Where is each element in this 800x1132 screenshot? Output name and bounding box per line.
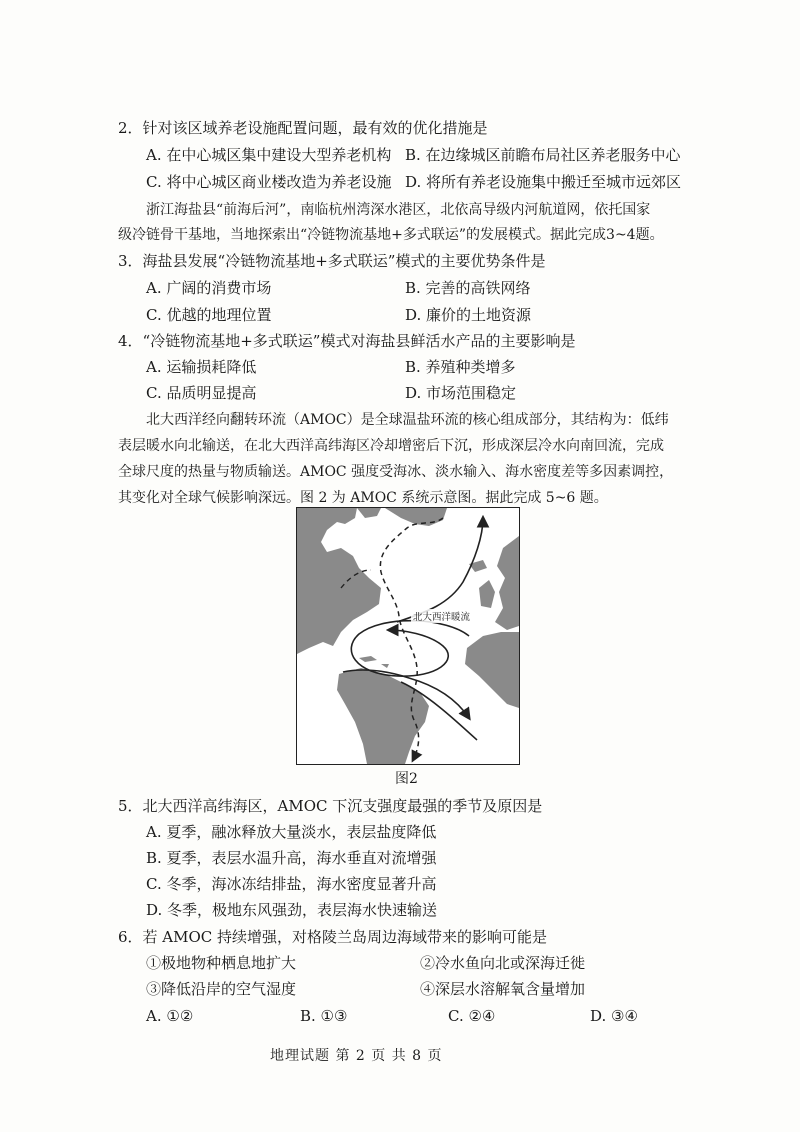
intro-5-6-line1: 北大西洋经向翻转环流（AMOC）是全球温盐环流的核心组成部分，其结构为：低纬 [146,412,669,428]
q4-option-d: D. 市场范围稳定 [405,384,517,402]
africa-land [465,632,519,708]
caribbean-island [359,656,377,662]
north-america-land [297,508,381,654]
q6-statement-3: ③降低沿岸的空气湿度 [146,980,297,998]
q3-option-c: C. 优越的地理位置 [146,306,272,324]
question-5-stem: 5．北大西洋高纬海区，AMOC 下沉支强度最强的季节及原因是 [118,797,543,815]
q3-option-a: A. 广阔的消费市场 [146,279,272,297]
page-footer: 地理试题 第 2 页 共 8 页 [270,1048,443,1064]
amoc-map-svg [297,508,519,764]
q4-option-a: A. 运输损耗降低 [146,358,257,376]
q2-option-a: A. 在中心城区集中建设大型养老机构 [146,146,392,164]
question-6-stem: 6．若 AMOC 持续增强，对格陵兰岛周边海域带来的影响可能是 [118,928,548,946]
q2-option-c: C. 将中心城区商业楼改造为养老设施 [146,173,392,191]
q2-option-d: D. 将所有养老设施集中搬迁至城市远郊区 [405,173,682,191]
caribbean-island [381,664,389,668]
greenland-land [385,508,447,526]
q6-option-c: C. ②④ [448,1007,496,1025]
q6-statement-2: ②冷水鱼向北或深海迁徙 [420,954,586,972]
q5-option-a: A. 夏季，融冰释放大量淡水，表层盐度降低 [146,823,437,841]
question-2-stem: 2．针对该区域养老设施配置问题，最有效的优化措施是 [118,119,488,137]
q6-option-b: B. ①③ [300,1007,348,1025]
amoc-map-figure [296,507,520,765]
q5-option-c: C. 冬季，海冰冻结排盐，海水密度显著升高 [146,875,437,893]
q2-option-b: B. 在边缘城区前瞻布局社区养老服务中心 [405,146,681,164]
intro-5-6-line2: 表层暖水向北输送，在北大西洋高纬海区冷却增密后下沉，形成深层冷水向南回流，完成 [118,438,664,454]
question-3-stem: 3．海盐县发展“冷链物流基地+多式联运”模式的主要优势条件是 [118,252,546,270]
intro-3-4-line2: 级冷链骨干基地，当地探索出“冷链物流基地+多式联运”的发展模式。据此完成3~4题。 [118,227,664,243]
q4-option-c: C. 品质明显提高 [146,384,257,402]
q6-option-a: A. ①② [146,1007,194,1025]
q3-option-b: B. 完善的高铁网络 [405,279,531,297]
intro-3-4-line1: 浙江海盐县“前海后河”，南临杭州湾深水港区，北依高导级内河航道网，依托国家 [146,202,651,218]
british-isles-land [479,580,495,608]
subtropical-gyre-arrow [351,621,469,676]
north-atlantic-drift-label: 北大西洋暖流 [413,612,471,623]
question-4-stem: 4．“冷链物流基地+多式联运”模式对海盐县鲜活水产品的主要影响是 [118,332,576,350]
q6-option-d: D. ③④ [590,1007,638,1025]
q3-option-d: D. 廉价的土地资源 [405,306,532,324]
intro-5-6-line4: 其变化对全球气候影响深远。图 2 为 AMOC 系统示意图。据此完成 5~6 题。 [118,490,608,506]
intro-5-6-line3: 全球尺度的热量与物质输送。AMOC 强度受海冰、淡水输入、海水密度差等多因素调控， [118,464,674,480]
north-atlantic-drift-arrow [397,518,483,622]
figure-caption: 图2 [395,771,418,787]
q4-option-b: B. 养殖种类增多 [405,358,516,376]
q5-option-b: B. 夏季，表层水温升高，海水垂直对流增强 [146,849,437,867]
q6-statement-4: ④深层水溶解氧含量增加 [420,980,586,998]
europe-land [495,536,519,630]
q5-option-d: D. 冬季，极地东风强劲，表层海水快速输送 [146,901,438,919]
arctic-island [357,508,381,518]
south-america-land [337,668,429,764]
q6-statement-1: ①极地物种栖息地扩大 [146,954,297,972]
